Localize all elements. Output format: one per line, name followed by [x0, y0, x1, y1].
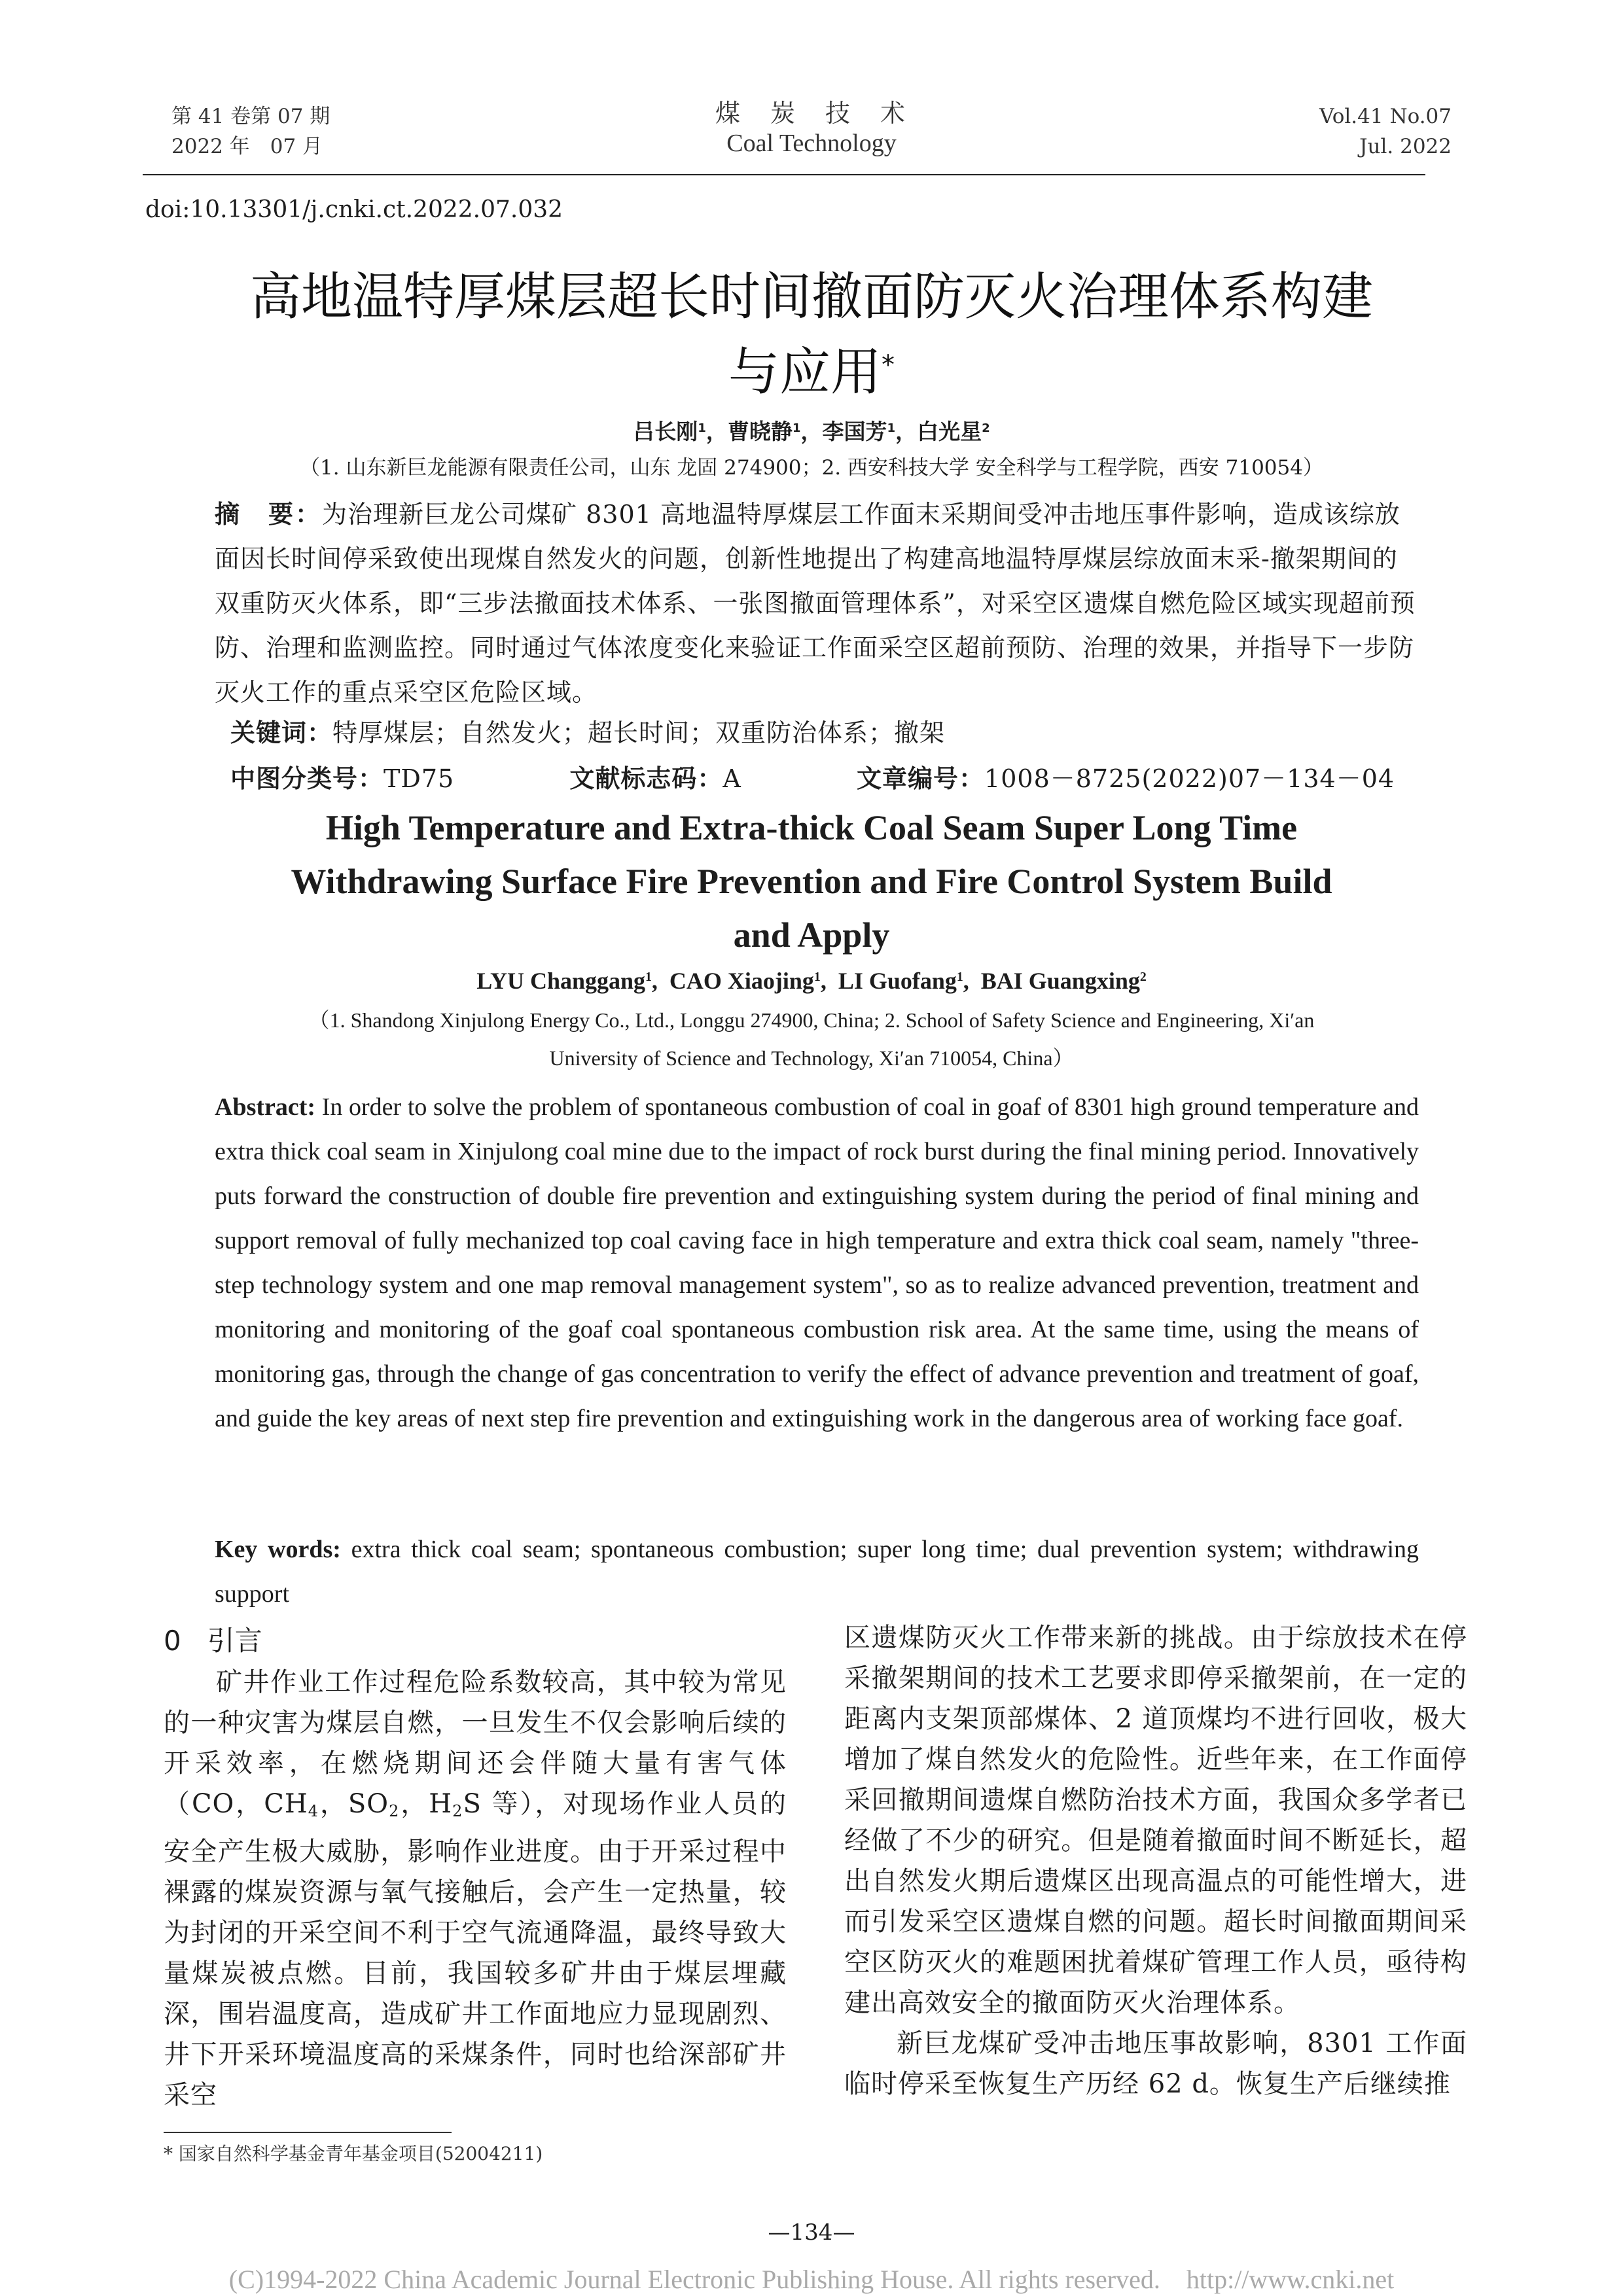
body-paragraph: 新巨龙煤矿受冲击地压事故影响，8301 工作面临时停采至恢复生产历经 62 d。恢复生产后继续推 [844, 2028, 1467, 2099]
volume-issue-en-line: Vol.41 No.07 [1319, 105, 1452, 128]
date-en: Jul. 2022 [1359, 135, 1452, 158]
author-mark: 1 [698, 421, 706, 435]
subscript: 2 [389, 1802, 400, 1820]
en-abstract-label: Abstract: [215, 1093, 316, 1121]
left-column [164, 1662, 787, 2115]
article-no-label: 文章编号： [857, 764, 985, 793]
en-title-line2: Withdrawing Surface Fire Prevention and Fire Control System Build [291, 862, 1332, 901]
journal-name-cn: 煤 炭 技 术 [715, 99, 908, 128]
header-rule [143, 174, 1425, 175]
cn-keywords-label: 关键词： [230, 718, 333, 747]
volume-issue-en [1319, 101, 1452, 162]
cn-keywords [230, 711, 1408, 755]
author-mark: 1 [887, 421, 896, 435]
section-heading [164, 1619, 262, 1659]
author-mark: 1 [956, 970, 963, 984]
en-authors: LYU Changgang$^1$, CAO Xiaojing$^1$, LI Guofang$^1$, BAI Guangxing$^2$ [476, 967, 1147, 994]
body-text: 矿井作业工作过程危险系数较高，其中较为常见的一种灾害为煤层自燃，一旦发生不仅会影响后续的开采效率，在燃烧期间还会伴随大量有害气体（CO，CH [164, 1667, 787, 1819]
body-paragraph [164, 1662, 787, 2115]
doc-code-value: A [722, 764, 741, 793]
cn-title [124, 263, 1499, 406]
clc-label: 中图分类号： [230, 764, 384, 793]
body-text: S 等），对现场作业人员的安全产生极大威胁，影响作业进度。由于开采过程中裸露的煤炭资源与氧气接触后，会产生一定热量，较为封闭的开采空间不利于空气流通降温，最终导致大量煤炭被点燃。目前，我国较多矿井由于煤层埋藏深，围岩温度高，造成矿井工作面地应力显现剧烈、井下开采环境温度高的采煤条件，同时也给深部矿井采空 [164, 1789, 787, 2110]
author-mark: 1 [792, 421, 801, 435]
en-title [164, 801, 1459, 962]
volume-issue-cn: 第 41 卷第 07 期 [171, 105, 330, 128]
clc-value: TD75 [383, 764, 455, 793]
en-keywords-label: Key words: [215, 1536, 341, 1563]
cn-authors [164, 412, 1459, 448]
cn-title-line2-text: 与应用 [728, 343, 882, 402]
doc-code-label: 文献标志码： [569, 764, 723, 793]
author-sep: ， [895, 418, 918, 444]
cn-author: 吕长刚 [633, 418, 698, 444]
en-author: LYU Changgang [476, 967, 646, 994]
journal-name-en: Coal Technology [726, 130, 897, 157]
cn-title-line2 [124, 331, 1499, 406]
author-mark: 1 [645, 970, 652, 984]
cn-title-line1: 高地温特厚煤层超长时间撤面防灭火治理体系构建 [249, 268, 1373, 327]
en-author: CAO Xiaojing [669, 967, 814, 994]
cn-author: 曹晓静 [727, 418, 793, 444]
en-keywords [215, 1527, 1419, 1616]
cn-author: 李国芳 [822, 418, 887, 444]
cn-affiliation: （1. 山东新巨龙能源有限责任公司，山东 龙固 274900；2. 西安科技大学 安全科学与工程学院，西安 710054） [300, 456, 1323, 480]
article-no-value: 1008－8725(2022)07－134－04 [984, 764, 1395, 793]
cn-abstract-text: 为治理新巨龙公司煤矿 8301 高地温特厚煤层工作面末采期间受冲击地压事件影响，造成该综放面因长时间停采致使出现煤自然发火的问题，创新性地提出了构建高地温特厚煤层综放面末采-撤架期间的双重防灭火体系，即“三步法撤面技术体系、一张图撤面管理体系”，对采空区遗煤自燃危险区域实现超前预防、治理和监测监控。同时通过气体浓度变化来验证工作面采空区超前预防、治理的效果，并指导下一步防灭火工作的重点采空区危险区域。 [215, 500, 1416, 707]
en-affiliation-line1: （1. Shandong Xinjulong Energy Co., Ltd., Longgu 274900, China; 2. School of Safety Science and Engineering, Xi′an [308, 1008, 1315, 1032]
footnote: * 国家自然科学基金青年基金项目(52004211) [164, 2143, 543, 2164]
title-footnote-mark: * [882, 350, 895, 380]
section-title: 引言 [207, 1625, 262, 1657]
body-text: ，H [399, 1789, 453, 1819]
right-column [844, 1617, 1467, 2104]
en-author: LI Guofang [838, 967, 957, 994]
cn-classification [230, 756, 1408, 801]
body-paragraph: 区遗煤防灭火工作带来新的挑战。由于综放技术在停采撤架期间的技术工艺要求即停采撤架前，在一定的距离内支架顶部煤体、2 道顶煤均不进行回收，极大增加了煤自然发火的危险性。近些年来，在工作面停采回撤期间遗煤自燃防治技术方面，我国众多学者已经做了不少的研究。但是随着撤面时间不断延长，超出自然发火期后遗煤区出现高温点的可能性增大，进而引发采空区遗煤自燃的问题。超长时间撤面期间采空区防灭火的难题困扰着煤矿管理工作人员，亟待构建出高效安全的撤面防灭火治理体系。 [844, 1623, 1467, 2018]
cn-abstract-label: 摘 要： [215, 500, 323, 529]
en-title-line1: High Temperature and Extra-thick Coal Seam Super Long Time [325, 808, 1298, 847]
copyright-notice: (C)1994-2022 China Academic Journal Electronic Publishing House. All rights reserved. http://www.cnki.net [228, 2265, 1395, 2294]
doi: doi:10.13301/j.cnki.ct.2022.07.032 [145, 196, 563, 223]
subscript: 2 [452, 1802, 463, 1820]
body-text: ，SO [319, 1789, 389, 1819]
en-affiliation-line2: University of Science and Technology, Xi′an 710054, China） [549, 1046, 1074, 1070]
author-sep: ， [705, 418, 728, 444]
subscript: 4 [308, 1802, 319, 1820]
author-mark: 1 [813, 970, 821, 984]
cn-keywords-text: 特厚煤层；自然发火；超长时间；双重防治体系；撤架 [332, 718, 946, 747]
author-mark: 2 [1139, 970, 1147, 984]
footnote-rule [164, 2132, 452, 2133]
en-abstract [215, 1085, 1419, 1441]
author-sep: ， [800, 418, 823, 444]
en-abstract-text: In order to solve the problem of spontaneous combustion of coal in goaf of 8301 high ground temperature and extra thick coal seam in Xinjulong coal mine due to the impact of rock burst during the final mining period. Innovatively puts forward the construction of double fire prevention and extinguishing system during the period of final mining and support removal of fully mechanized top coal caving face in high temperature and extra thick coal seam, namely "three-step technology system and one map removal management system", so as to realize advanced prevention, treatment and monitoring and monitoring of the goaf coal spontaneous combustion risk area. At the same time, using the means of monitoring gas, through the change of gas concentration to verify the effect of advance prevention and treatment of goaf, and guide the key areas of next step fire prevention and extinguishing work in the dangerous area of working face goaf. [215, 1093, 1419, 1432]
en-keywords-text: extra thick coal seam; spontaneous combustion; super long time; dual prevention system; withdrawing support [215, 1536, 1419, 1608]
en-author: BAI Guangxing [980, 967, 1140, 994]
en-affiliation [164, 1001, 1459, 1077]
date-cn: 2022 年 07 月 [171, 135, 323, 158]
page-number: —134— [768, 2219, 855, 2246]
cn-abstract [215, 492, 1419, 715]
cn-author: 白光星 [917, 418, 982, 444]
section-number: 0 [164, 1625, 181, 1657]
en-title-line3: and Apply [733, 915, 890, 955]
author-mark: 2 [982, 421, 990, 435]
